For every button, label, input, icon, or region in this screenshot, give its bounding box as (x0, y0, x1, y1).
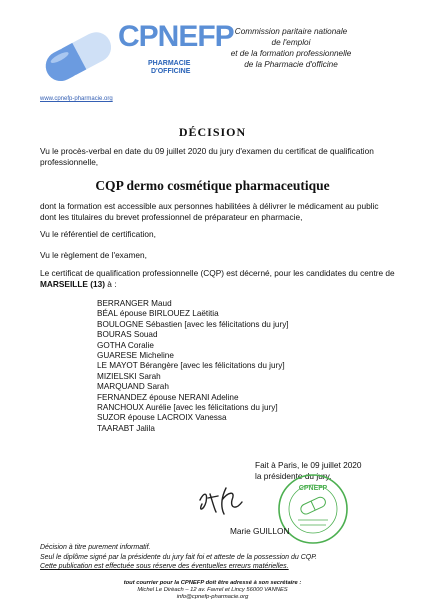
footer-address: Michel Le Dirèach – 12 av. Favrel et Lincy 56000 VANNES (137, 587, 288, 593)
paragraph-reglement: Vu le règlement de l'examen, (40, 250, 147, 260)
list-item: SUZOR épouse LACROIX Vanessa (97, 413, 227, 423)
note-line-1: Décision à titre purement informatif. (40, 544, 151, 551)
handwritten-signature (192, 482, 262, 518)
org-line-2: de l'emploi (271, 38, 311, 47)
place-and-date: Fait à Paris, le 09 juillet 2020 (255, 460, 362, 470)
disclaimer-note (40, 543, 370, 572)
decerne-prefix: Le certificat de qualification professionnelle (CQP) est décerné, pour les candidates du centre de (40, 268, 395, 278)
candidates-list (97, 299, 377, 434)
logo-subtitle-line-1: PHARMACIE (148, 60, 191, 67)
list-item: BOULOGNE Sébastien [avec les félicitations du jury] (97, 319, 289, 329)
organisation-name (196, 26, 386, 70)
list-item: MARQUAND Sarah (97, 382, 169, 392)
org-line-4: de la Pharmacie d'officine (244, 60, 338, 69)
list-item: TAARABT Jalila (97, 423, 155, 433)
list-item: GOTHA Coralie (97, 340, 154, 350)
paragraph-proces-verbal: Vu le procès-verbal en date du 09 juillet 2020 du jury d'examen du certificat de qualification professionnelle, (40, 146, 374, 167)
paragraph-referentiel: Vu le référentiel de certification, (40, 229, 156, 239)
footer-line-1: tout courrier pour la CPNEFP doit être adressé à son secrétaire : (123, 580, 302, 586)
list-item: LE MAYOT Bérangère [avec les félicitations du jury] (97, 361, 285, 371)
footer (0, 580, 425, 601)
signer-name: Marie GUILLON (230, 526, 290, 536)
paragraph-decerne (40, 268, 395, 289)
list-item: GUARESE Micheline (97, 351, 174, 361)
note-line-2: Seul le diplôme signé par la présidente du jury fait foi et atteste de la possession du CQP. (40, 553, 317, 561)
list-item: RANCHOUX Aurélie [avec les félicitations du jury] (97, 403, 278, 413)
stamp-name: CPNEFP (298, 485, 328, 492)
list-item: BOURAS Souad (97, 330, 158, 340)
org-line-3: et de la formation professionnelle (230, 49, 352, 58)
document-title: DÉCISION (178, 125, 247, 139)
centre-name: MARSEILLE (13) (40, 278, 105, 289)
list-item: FERNANDEZ épouse NERANI Adeline (97, 392, 239, 402)
cqp-title: CQP dermo cosmétique pharmaceutique (95, 178, 330, 193)
list-item: BÉAL épouse BIRLOUEZ Laëtitia (97, 309, 219, 319)
footer-email[interactable]: info@cpnefp-pharmacie.org (176, 594, 249, 600)
paragraph-formation: dont la formation est accessible aux personnes habilitées à délivrer le médicament au public dont les titulaires du brevet professionnel de préparateur en pharmacie, (40, 201, 379, 222)
decerne-suffix: à : (105, 278, 117, 289)
list-item: MIZIELSKI Sarah (97, 371, 161, 381)
org-line-1: Commission paritaire nationale (234, 27, 348, 36)
note-line-3: Cette publication est effectuée sous réserve des éventuelles erreurs matérielles. (40, 563, 289, 570)
website-link[interactable]: www.cpnefp-pharmacie.org (40, 96, 113, 102)
list-item: BERRANGER Maud (97, 299, 172, 308)
logo-wordmark: CPNEFP (118, 20, 234, 53)
logo-subtitle (148, 60, 190, 76)
logo-subtitle-line-2: D'OFFICINE (151, 68, 191, 75)
signer-role: la présidente du jury, (255, 471, 332, 481)
